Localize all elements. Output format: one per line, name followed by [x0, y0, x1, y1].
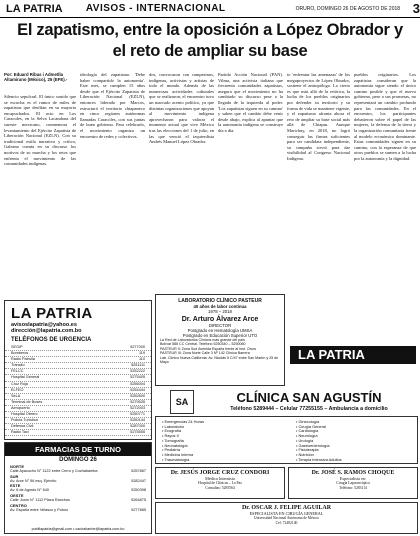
clinic-service-item: • Medicina Interna — [162, 451, 194, 457]
pharmacy-address: Av. 6 de Agosto N° 640 — [10, 488, 49, 493]
phone-label: Aeropuerto — [11, 405, 30, 410]
phone-label: Tránsito — [11, 363, 25, 368]
phone-number: 5275405 — [130, 375, 145, 380]
article-text: to 'enfrentar las amenazas' de los megaproyectos de López Obrador, sostiene el antropólogo. Lo cierto es que más allá de la retórica, la lucha de los pueblos originarios por defender su territorio y su forma de vida se mantiene vigente, y el zapatismo afronta ahora el reto de ampliar su base social más allá de Chiapas. — [287, 72, 350, 128]
phone-number: 5277000 — [130, 345, 145, 349]
doctor-line: Universidad Nacional Autónoma de México — [253, 516, 320, 520]
pharmacy-title: FARMACIAS DE TURNO — [5, 443, 151, 456]
lab-address-line: Bolívar 586 CC Central. Teléfono 5250340 – 5250060 — [160, 342, 246, 347]
clinic-service-item: • Terapia Intensiva Adultos — [296, 456, 342, 462]
doctor-line: Especialista en: — [339, 476, 367, 481]
phone-label: Radio Taxi — [11, 430, 29, 435]
article-column-3 — [149, 72, 214, 292]
phone-number: 5272003 — [130, 405, 145, 410]
clinic-service-item: • Emergencias 24 Horas — [162, 419, 205, 424]
phone-number: 5256004 — [130, 381, 145, 386]
clinic-service-item: • Cardiología — [296, 428, 319, 434]
pharmacy-zone: NORTE — [10, 464, 24, 469]
article-column-1 — [4, 94, 76, 294]
phone-label: Hospital Obrero — [11, 412, 38, 417]
lab-director-role: DIRECTOR — [208, 323, 232, 328]
phone-label: Hospital General — [11, 375, 40, 380]
emergency-phone-list — [5, 345, 151, 436]
clinic-service-item: • Rayos X — [162, 433, 180, 439]
doctor-card-3 — [155, 502, 418, 534]
lab-years: 1978 – 2018 — [208, 309, 232, 314]
phone-label: Policía Turística — [11, 418, 38, 423]
lab-address-line: PASTEUR II: Zona Sud Avenida España frente al Inst. Oruro — [160, 346, 257, 351]
pharmacy-address: Av. España entre Velasco y Potosí — [10, 507, 68, 512]
doctor-name: Dr. JOSÉ S. RAMOS CHOQUE — [311, 470, 395, 476]
clinic-service-item: • Laboratorio — [162, 423, 185, 429]
clinic-service-item: • Ecografía — [162, 428, 182, 434]
phone-label: Terminal de Buses — [11, 399, 43, 404]
doctor-line: Cirugía Laparoscópica — [336, 481, 370, 485]
clinic-services-left — [162, 420, 204, 462]
lab-credential-2: Postgrado en Educación Superior UTO — [182, 333, 258, 338]
article-text: Partido Acción Nacional (PAN). Vilma, una activista italiana que frecuenta comunidades zapatistas, asegura que el movimiento no ha cambiado su discurso pese a la llegada de la izquierda al poder. 'Los zapatistas siguen en su camino' y saben que el cambio debe venir desde abajo, explica al apuntar que la autonomía indígena se construye día a día. — [218, 72, 283, 133]
clinic-service-item: • Neurología — [296, 433, 318, 439]
doctor-line: Consultas: 5285564 — [205, 485, 235, 490]
phone-label: ELFEO — [11, 387, 24, 392]
doctor-card-2 — [155, 467, 285, 499]
la-patria-banner: LA PATRIA — [290, 346, 416, 364]
doctor-line: Médico Internista — [205, 476, 235, 481]
clinic-service-item: • Ginecología — [296, 419, 320, 424]
pharmacy-zone: SUR — [10, 473, 19, 479]
lab-address-line: PASTEUR III: Zona Norte Calle 3 Nº 142 Clínica Barrera — [160, 351, 250, 356]
pharmacy-row — [5, 508, 151, 513]
pharmacy-address: Av. Arce N° 56 esq. Ejército — [10, 478, 57, 483]
clinic-service-item: • Nutrición — [296, 451, 314, 457]
lab-tagline: 40 años de labor continua — [193, 304, 247, 309]
pharmacy-address: Calle Junín N° 1112 Plaza Ranchos — [10, 498, 70, 503]
pharmacy-phone: 5257867 — [131, 469, 146, 473]
phone-number: 5251111 — [131, 363, 145, 368]
clinic-services-right — [296, 420, 342, 462]
lab-credential-1: Postgrado en Hematología UMSA — [187, 328, 253, 333]
pharmacy-zone: ESTE — [10, 483, 21, 489]
clinic-title: CLÍNICA SAN AGUSTÍN — [236, 390, 382, 405]
phone-number: 5252222 — [130, 369, 145, 374]
issue-date: ORURO, DOMINGO 26 DE AGOSTO DE 2018 — [295, 5, 401, 12]
pharmacy-phone: 5250398 — [131, 488, 146, 493]
article-byline: Por: Eduard Ribas i Admetlla Altamirano (México), 25 (EFE).- — [4, 72, 68, 83]
clinic-service-item: • Pediatría — [162, 447, 181, 453]
phone-number: 5275555 — [130, 430, 145, 435]
clinic-service-item: • Gastroenterología — [296, 442, 330, 448]
pharmacy-footer: publilapatria@gmail.com • cachabanbe@lapatria.com.bo — [31, 527, 125, 531]
doctor-line: Teléfono: 5283114 — [339, 485, 367, 490]
pharmacy-box — [4, 442, 152, 534]
page-number: 3 — [412, 1, 420, 16]
clinic-service-item: • Cirugía General — [296, 423, 326, 429]
pharmacy-zone: CENTRO — [10, 502, 27, 508]
laboratory-ad — [155, 294, 285, 386]
doctor-name: Dr. OSCAR J. FELIPE AGUILAR — [241, 505, 332, 511]
lab-address-line: La Red de Laboratorios Clínicos más grande del país — [160, 338, 245, 342]
doctor-line: ESPECIALISTA EN CIRUGÍA GENERAL — [249, 511, 324, 516]
article-text: ideología del zapatismo. 'Debe haber compartido la autonomía'. Este mes, se cumplen 15 años desde que el Ejército Zapatista de Liberación Nacional (EZLN), entonces liderado por Marcos, estructuró el territorio chiapaneco en cinco regiones autónomas llamadas Caracoles, con sus juntas de buen gobierno. Para celebrarlo, el movimiento organiza un encuentro de redes y colectivos. — [80, 72, 145, 139]
article-text: pueblos originarios. Los zapatistas consideran que la autonomía sigue siendo el único camino posible y que el nuevo gobierno, pese a sus promesas, no representará un cambio profundo para las comunidades. En el encuentro, los participantes debatieron sobre el papel de las mujeres, la defensa de la tierra y la organización comunitaria frente al modelo económico dominante. — [354, 72, 416, 139]
phone-label: Bomberos — [11, 351, 29, 356]
doctor-line: Hospital de Clínicas – La Paz — [198, 481, 242, 485]
phone-number: 5254444 — [130, 387, 145, 392]
pharmacy-address: Calle Ayacucho N° 1122 entre Cerro y Cochabamba — [10, 469, 98, 473]
doctor-line: Cel: 72482140 — [275, 520, 298, 525]
pharmacy-phone: 5277885 — [131, 507, 146, 512]
la-patria-contact-box — [4, 300, 152, 440]
phone-label: SEGIP — [11, 345, 23, 349]
article-headline: El zapatismo, entre la oposición a López Obrador y el reto de ampliar su base — [17, 21, 403, 60]
pharmacy-subtitle: DOMINGO 26 — [59, 457, 97, 463]
article-column-4 — [218, 72, 283, 292]
article-text: Silencio sepulcral. El único sonido que se escucha es el rumor de miles de zapatistas que desfilan en su mayoría encapuchados. El acto en Los Caracoles, en la Selva Lacandona del sureste mexicano, conmemora el levantamiento del Ejército Zapatista de Liberación Nacional (EZLN). Con su tradicional estilo narrativo y crítico, Galeano cuenta en su discurso los motivos de su marcha y los retos que enfrenta el movimiento de las comunidades indígenas. — [4, 94, 76, 167]
article-text: Aunque Marichuy, en 2018, no logró conseguir las firmas suficientes para ser candidata independiente, su campaña sirvió para dar visibilidad al Congreso Nacional Indígena. — [287, 122, 350, 161]
lab-address-line: Lab. Clínico Nueva California: Av. Nicolás 5 C/47 entre San Martín y 25 de Mayo — [160, 355, 279, 365]
emergency-phones-title: TELÉFONOS DE URGENCIA — [11, 337, 92, 343]
lab-addresses — [156, 338, 284, 364]
pharmacy-phone: 5264875 — [131, 498, 146, 503]
email-direction[interactable]: dirección@lapatria.com.bo — [11, 328, 82, 334]
clinic-service-item: • Urología — [296, 437, 314, 443]
phone-label: FELCC — [11, 369, 24, 374]
phone-number: 5287000 — [130, 424, 145, 429]
section-title: AVISOS - INTERNACIONAL — [85, 3, 226, 14]
doctor-name: Dr. JESÚS JORGE CRUZ CONDORI — [170, 470, 270, 476]
pharmacy-list — [5, 464, 151, 513]
la-patria-logo: LA PATRIA — [11, 305, 93, 322]
phone-number: 5250771 — [130, 412, 145, 417]
phone-label: Radio Patrulla — [11, 357, 35, 362]
phone-number: 5250144 — [130, 418, 145, 423]
clinic-service-item: • Fisioterapia — [296, 447, 319, 453]
phone-number: 119 — [138, 351, 145, 356]
article-column-6 — [354, 72, 416, 344]
phone-number: 110 — [138, 357, 145, 362]
masthead-brand: LA PATRIA — [6, 2, 63, 15]
page-header — [0, 0, 420, 18]
phone-row — [5, 430, 151, 436]
article-column-2 — [80, 72, 145, 294]
lab-director-name: Dr. Arturo Álvarez Arce — [181, 316, 259, 323]
phone-label: SeLA — [11, 393, 21, 398]
clinic-service-item: • Traumatología — [162, 456, 190, 462]
phone-number: 5279535 — [130, 399, 145, 404]
lab-name: LABORATORIO CLÍNICO PASTEUR — [178, 298, 262, 304]
doctor-card-1 — [288, 467, 418, 499]
phone-number: 5252600 — [130, 393, 145, 398]
phone-label: Cruz Roja — [11, 381, 28, 386]
pharmacy-zone: OESTE — [10, 493, 24, 499]
article-text: Estas comunidades siguen en su camino, con la esperanza de que otros pueblos se sumen a la lucha por la autonomía y la dignidad. — [354, 139, 416, 161]
email-ads[interactable]: avisoslapatria@yahoo.es — [11, 322, 77, 328]
clinic-service-item: • Tomografía — [162, 437, 184, 443]
article-text: dos, convocaron con campesinos, indígenas, activistas y artistas de todo el mundo. Además de las numerosas actividades culturales que se realizaron, el encuentro tuvo un marcado acento político, ya que distintas organizaciones que apoyan al movimiento indígena aprovecharon para valorar el momento actual que vive México tras las elecciones del 1 de julio, en las que venció el izquierdista Andrés Manuel López Obrador. — [149, 72, 214, 145]
clinic-contact: Teléfono 5289444 – Celular 77255155 – Ambulancia a domicilio — [230, 406, 388, 412]
clinic-services-box — [155, 416, 418, 464]
article-column-5 — [287, 72, 350, 344]
pharmacy-phone: 5282447 — [131, 478, 146, 483]
clinic-service-item: • Neonatología — [162, 442, 188, 448]
clinic-logo: SA — [170, 390, 194, 414]
phone-label: Defensa Civil — [11, 424, 34, 429]
